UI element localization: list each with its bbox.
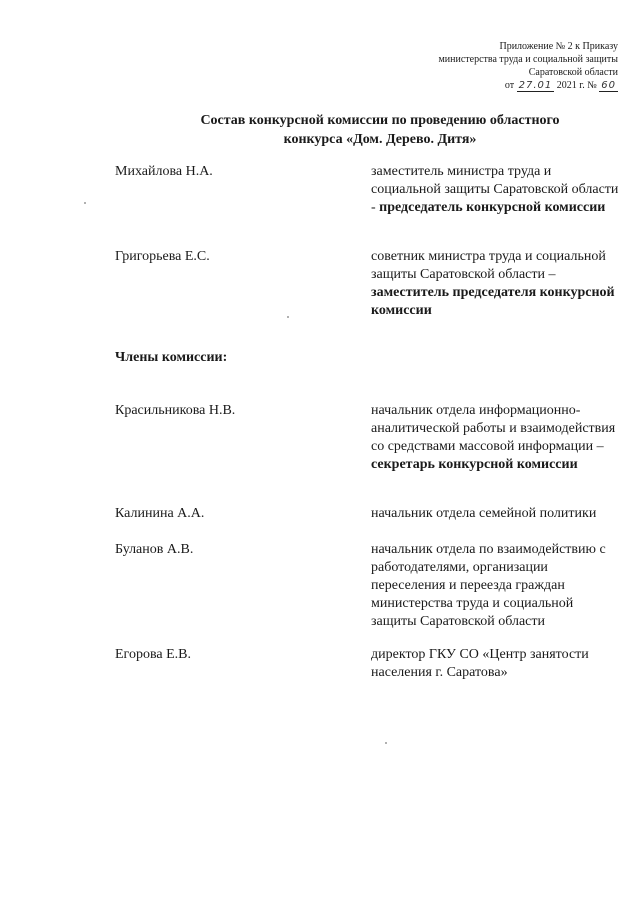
- member-name: Михайлова Н.А.: [115, 164, 213, 179]
- member-role-title: председатель конкурсной комиссии: [379, 200, 606, 215]
- member-role-text: начальник отдела информационно-аналитической работы и взаимодействия со средствами массовой информации –: [371, 403, 616, 454]
- appendix-header: [358, 40, 618, 92]
- document-title: [150, 111, 610, 149]
- member-role-title: секретарь конкурсной комиссии: [371, 457, 578, 472]
- title-line-2: конкурса «Дом. Дерево. Дитя»: [283, 132, 477, 147]
- member-name: Буланов А.В.: [115, 542, 194, 557]
- title-line-1: Состав конкурсной комиссии по проведению областного: [200, 113, 560, 128]
- appendix-date-line: [358, 79, 618, 92]
- scan-speck: [385, 742, 387, 744]
- handwritten-date: 27.01: [518, 80, 553, 91]
- member-role-text: советник министра труда и социальной защиты Саратовской области –: [371, 249, 606, 282]
- member-role-text: заместитель министра труда и социальной защиты Саратовской области -: [371, 164, 619, 215]
- member-role: [371, 248, 621, 320]
- appendix-line-2: министерства труда и социальной защиты: [438, 54, 618, 65]
- member-name: Григорьева Е.С.: [115, 249, 210, 264]
- member-role: [371, 402, 621, 474]
- member-role-title: заместитель председателя конкурсной комиссии: [371, 285, 615, 318]
- member-role: [371, 505, 621, 523]
- member-role-text: начальник отдела по взаимодействию с работодателями, организации переселения и переезда граждан министерства труда и социальной защиты Саратовской области: [371, 542, 606, 629]
- date-prefix: от: [504, 80, 515, 91]
- members-heading: Члены комиссии:: [115, 350, 228, 365]
- appendix-line-3: Саратовской области: [528, 67, 618, 78]
- member-role: [371, 163, 621, 217]
- scan-speck: [84, 202, 86, 204]
- appendix-line-1: Приложение № 2 к Приказу: [499, 41, 618, 52]
- member-role: [371, 541, 621, 631]
- handwritten-order-number: 60: [601, 80, 616, 91]
- date-year: 2021 г. №: [556, 80, 597, 91]
- member-role-text: начальник отдела семейной политики: [371, 506, 597, 521]
- member-name: Егорова Е.В.: [115, 647, 191, 662]
- member-name: Калинина А.А.: [115, 506, 205, 521]
- member-role: [371, 646, 621, 682]
- scan-speck: [287, 316, 289, 318]
- member-name: Красильникова Н.В.: [115, 403, 236, 418]
- member-role-text: директор ГКУ СО «Центр занятости населения г. Саратова»: [371, 647, 589, 680]
